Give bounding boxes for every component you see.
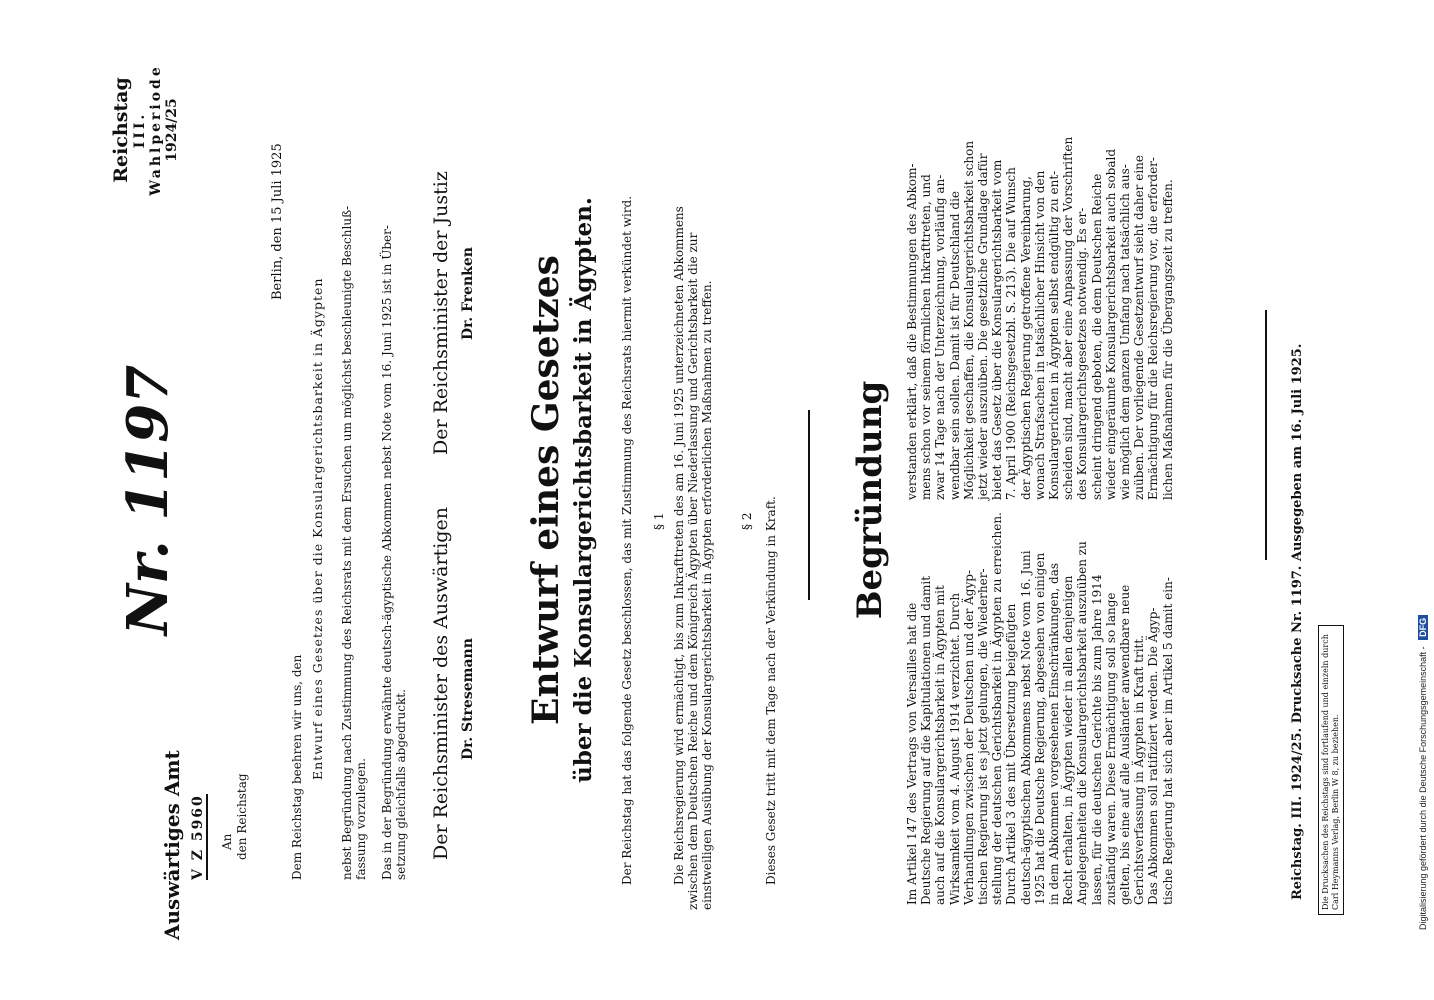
letter-subject: Entwurf eines Gesetzes über die Konsulargerichtsbarkeit in Ägypten xyxy=(310,277,325,780)
addressee-line-1: An xyxy=(220,833,234,850)
draft-law-title: Entwurf eines Gesetzes xyxy=(525,255,567,725)
justification-line: in dem Abkommen vorgesehenen Einschränkungen, das xyxy=(1047,562,1062,905)
letter-line: Das in der Begründung erwähnte deutsch-ägyptische Abkommen nebst Note vom 16. Juni 1925 ist in Über- xyxy=(380,225,394,880)
justification-line: stellung der deutschen Gerichtsbarkeit in Ägypten zu erreichen. xyxy=(990,512,1005,905)
divider xyxy=(1265,310,1267,560)
justification-line: zwar 14 Tage nach der Unterzeichnung, vorläufig an- xyxy=(933,174,948,500)
justification-line: Das Abkommen soll ratifiziert werden. Die Ägyp- xyxy=(1146,607,1161,905)
footer-publication-line: Reichstag. III. 1924/25. Drucksache Nr. 1197. Ausgegeben am 16. Juli 1925. xyxy=(1290,343,1305,900)
justification-line: deutsch-ägyptischen Abkommens nebst Note vom 16. Juni xyxy=(1018,550,1033,905)
justification-line: bietet das Gesetz über die Konsulargerichtsbarkeit vom xyxy=(990,159,1005,500)
footer-publisher-note: Die Drucksachen des Reichstags sind fortlaufend und einzeln durch Carl Heymanns Verlag, Berlin W 8, zu beziehen. xyxy=(1318,625,1344,915)
paragraph-2-text: Dieses Gesetz tritt mit dem Tage nach der Verkündung in Kraft. xyxy=(764,496,778,885)
paragraph-1-text: Die Reichsregierung wird ermächtigt, bis zum Inkrafttreten des am 16. Juni 1925 unterzeichneten Abkommens xyxy=(672,206,686,885)
letter-line: Dem Reichstag beehren wir uns, den xyxy=(290,654,304,880)
justification-line: Wirksamkeit vom 4. August 1914 verzichtet. Durch xyxy=(947,592,962,905)
justification-line: tischen Regierung ist es jetzt gelungen, die Wiederher- xyxy=(976,568,991,905)
justification-line: Im Artikel 147 des Vertrags von Versailles hat die xyxy=(905,602,919,905)
justification-line: der Ägyptischen Regierung getroffene Vereinbarung, xyxy=(1018,176,1033,500)
digitization-credit xyxy=(1418,70,1428,930)
justification-line: wonach Strafsachen in tatsächlicher Hinsicht von den xyxy=(1032,170,1047,500)
justification-line: jetzt wieder auszuüben. Die gesetzliche Grundlage dafür xyxy=(976,153,991,500)
justification-line: wieder eingeräumte Konsulargerichtsbarkeit auch sobald xyxy=(1103,148,1118,500)
justification-line: Recht erhalten, in Ägypten wieder in allen denjenigen xyxy=(1061,575,1076,905)
signature-name-foreign-minister: Dr. Stresemann xyxy=(460,638,476,760)
justification-title: Begründung xyxy=(850,380,890,620)
divider xyxy=(808,410,810,600)
justification-line: verstanden erklärt, daß die Bestimmungen des Abkom- xyxy=(905,163,919,500)
justification-line: zuüben. Der vorliegende Gesetzentwurf sieht daher eine xyxy=(1132,154,1147,500)
signature-name-justice-minister: Dr. Frenken xyxy=(460,247,476,340)
justification-line: zuständig waren. Diese Ermächtigung soll so lange xyxy=(1103,592,1118,905)
draft-law-subtitle: über die Konsulargerichtsbarkeit in Ägypten. xyxy=(570,197,597,783)
paragraph-1-text: zwischen dem Deutschen Reiche und dem Königreich Ägypten über Niederlassung und Gerichtsbarkeit die zur xyxy=(686,232,700,910)
justification-line: gelten, bis eine auf alle Ausländer anwendbare neue xyxy=(1118,584,1133,905)
justification-line: Ermächtigung für die Reichsregierung vor, die erforder- xyxy=(1146,157,1161,500)
justification-line: 1925 hat die Deutsche Regierung, abgesehen von einigen xyxy=(1032,552,1047,905)
addressee-line-2: den Reichstag xyxy=(235,773,249,860)
reichstag-header xyxy=(110,50,180,210)
justification-line: Gerichtsverfassung in Ägypten in Kraft tritt. xyxy=(1132,635,1147,905)
justification-line: Verhandlungen zwischen der Deutschen und der Ägyp- xyxy=(961,569,976,905)
justification-line: tische Regierung hat sich aber im Artikel 5 damit ein- xyxy=(1160,577,1175,905)
paragraph-1-text: einstweiligen Ausübung der Konsulargerichtsbarkeit in Ägypten erforderlichen Maßnahmen zu treffen. xyxy=(700,280,714,910)
sender-office: Auswärtiges Amt xyxy=(160,750,184,940)
justification-line: Konsulargerichten in Ägypten selbst endgültig zu ent- xyxy=(1047,170,1062,500)
justification-line: Durch Artikel 3 des mit Übersetzung beigefügten xyxy=(1004,603,1019,905)
paragraph-2-label: § 2 xyxy=(740,512,754,530)
period: 1924/25 xyxy=(164,98,180,162)
justification-line: scheiden sind, macht aber eine Anpassung der Vorschriften xyxy=(1061,136,1076,500)
justification-line: lassen, für die deutschen Gerichte bis zum Jahre 1914 xyxy=(1089,574,1104,905)
justification-line: Angelegenheiten die Konsulargerichtsbarkeit auszuüben zu xyxy=(1075,541,1090,905)
reichstag-title: Reichstag xyxy=(110,77,132,183)
wahlperiode: III. Wahlperiode xyxy=(132,64,164,196)
justification-line: 7. April 1900 (Reichsgesetzbl. S. 213). Die auf Wunsch xyxy=(1004,167,1019,500)
signature-title-foreign-minister: Der Reichsminister des Auswärtigen xyxy=(430,507,452,860)
justification-right-column xyxy=(905,60,1175,500)
justification-line: lichen Maßnahmen für die Übergangszeit zu treffen. xyxy=(1160,179,1175,500)
justification-line: mens schon vor seinem förmlichen Inkrafttreten, und xyxy=(919,174,934,500)
justification-line: Deutsche Regierung auf die Kapitulationen und damit xyxy=(919,575,934,905)
justification-left-column xyxy=(905,465,1175,905)
justification-line: des Konsulargerichtsgesetzes notwendig. Es er- xyxy=(1075,207,1090,500)
draft-preamble: Der Reichstag hat das folgende Gesetz beschlossen, das mit Zustimmung des Reichsrats hiermit verkündet wird. xyxy=(620,195,634,885)
letter-line: setzung gleichfalls abgedruckt. xyxy=(394,689,408,880)
justification-line: wie möglich dem ganzen Umfang nach tatsächlich aus- xyxy=(1118,164,1133,500)
justification-line: auch auf die Konsulargerichtsbarkeit in Ägypten mit xyxy=(933,585,948,905)
letter-date: Berlin, den 15 Juli 1925 xyxy=(270,143,285,300)
justification-line: wendbar sein sollen. Damit ist für Deutschland die xyxy=(947,190,962,500)
signature-title-justice-minister: Der Reichsminister der Justiz xyxy=(430,171,452,455)
digitization-credit-text: Digitalisierung gefördert durch die Deutsche Forschungsgemeinschaft - xyxy=(1418,646,1428,930)
drucksache-number: Nr. 1197 xyxy=(115,364,181,636)
paragraph-1-label: § 1 xyxy=(652,512,666,530)
dfg-logo: DFG xyxy=(1418,615,1428,640)
justification-line: scheint dringend geboten, die dem Deutschen Reiche xyxy=(1089,173,1104,500)
file-reference: V Z 5960 xyxy=(190,794,206,880)
justification-line: Möglichkeit geschaffen, die Konsulargerichtsbarkeit schon xyxy=(961,140,976,500)
letter-line: fassung vorzulegen. xyxy=(354,758,368,880)
letter-line: nebst Begründung nach Zustimmung des Reichsrats mit dem Ersuchen um möglichst beschleunigte Beschluß- xyxy=(340,205,354,880)
